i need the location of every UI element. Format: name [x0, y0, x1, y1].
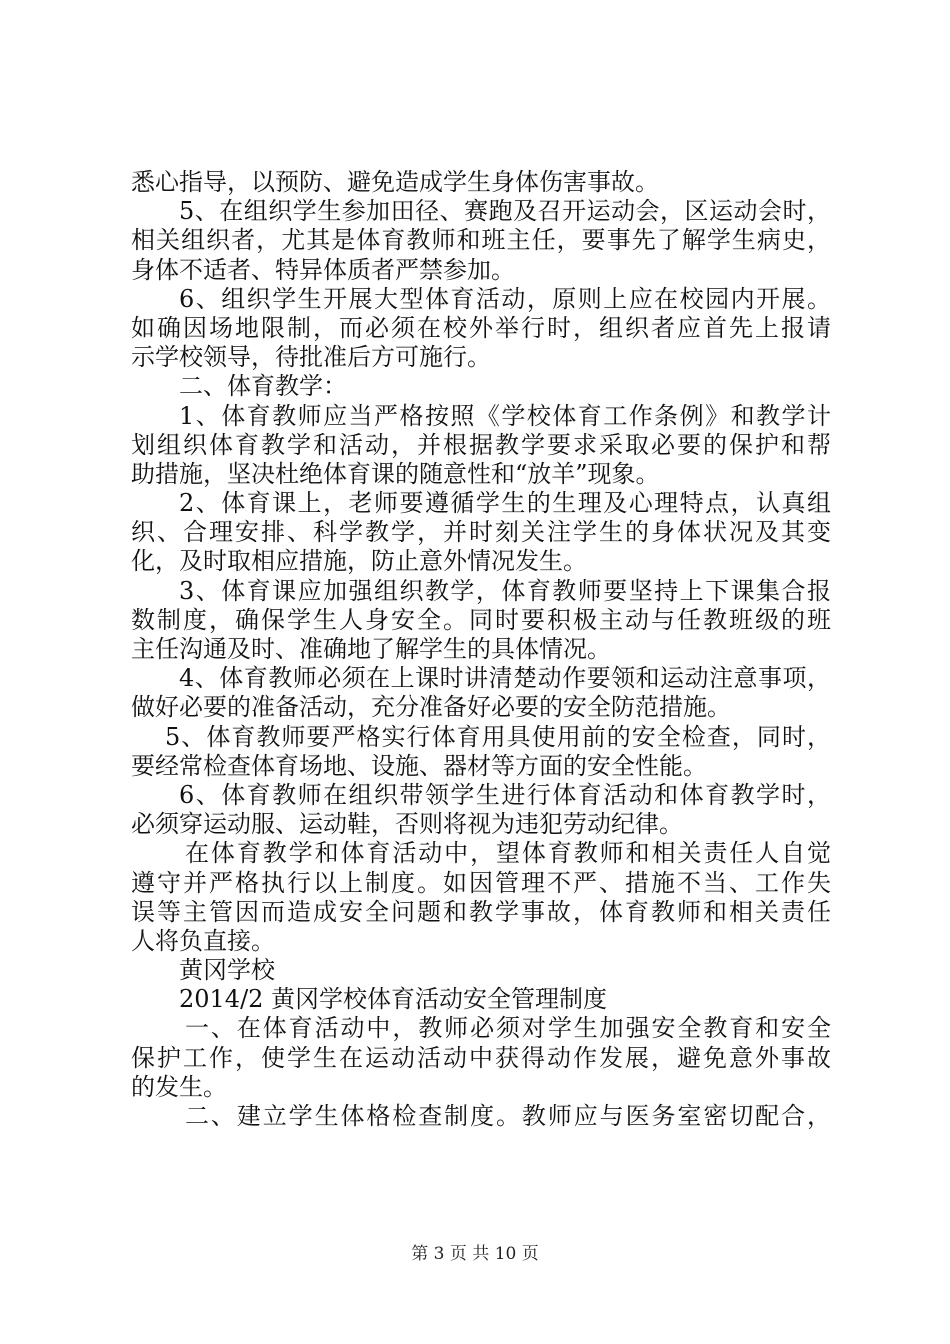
text-line: 如确因场地限制，而必须在校外举行时，组织者应首先上报请 — [131, 313, 831, 342]
text-line: 身体不适者、特异体质者严禁参加。 — [131, 255, 515, 284]
page-number-footer: 第 3 页 共 10 页 — [411, 1244, 539, 1264]
signature-school: 黄冈学校 — [179, 956, 275, 985]
text-line: 助措施，坚决杜绝体育课的随意性和“放羊”现象。 — [131, 459, 660, 488]
text-line: 6、体育教师在组织带领学生进行体育活动和体育教学时， — [179, 780, 831, 809]
text-line: 5、在组织学生参加田径、赛跑及召开运动会，区运动会时， — [179, 197, 831, 226]
text-line: 数制度，确保学生人身安全。同时要积极主动与任教班级的班 — [131, 605, 831, 634]
text-line: 3、体育课应加强组织教学，体育教师要坚持上下课集合报 — [179, 576, 831, 605]
text-line: 示学校领导，待批准后方可施行。 — [131, 343, 491, 372]
text-line: 在体育教学和体育活动中，望体育教师和相关责任人自觉 — [185, 839, 831, 868]
text-line: 保护工作，使学生在运动活动中获得动作发展，避免意外事故 — [131, 1043, 831, 1072]
text-line: 2014/2 黄冈学校体育活动安全管理制度 — [179, 985, 608, 1014]
text-line: 二、建立学生体格检查制度。教师应与医务室密切配合， — [185, 1102, 831, 1130]
text-line: 误等主管因而造成安全问题和教学事故，体育教师和相关责任 — [131, 897, 831, 926]
text-line: 主任沟通及时、准确地了解学生的具体情况。 — [131, 635, 611, 663]
text-line: 的发生。 — [131, 1072, 227, 1101]
text-line: 织、合理安排、科学教学，并时刻关注学生的身体状况及其变 — [131, 518, 831, 547]
text-line: 要经常检查体育场地、设施、器材等方面的安全性能。 — [131, 751, 707, 780]
document-body — [131, 168, 831, 1131]
text-line: 1、体育教师应当严格按照《学校体育工作条例》和教学计 — [179, 401, 831, 430]
text-line: 6、组织学生开展大型体育活动，原则上应在校园内开展。 — [179, 284, 831, 313]
text-line: 5、体育教师要严格实行体育用具使用前的安全检查，同时， — [165, 722, 831, 751]
section-heading: 二、体育教学： — [179, 372, 347, 401]
text-line: 一、在体育活动中，教师必须对学生加强安全教育和安全 — [185, 1014, 831, 1043]
text-line: 化，及时取相应措施，防止意外情况发生。 — [131, 547, 587, 576]
text-line: 做好必要的准备活动，充分准备好必要的安全防范措施。 — [131, 693, 731, 722]
text-line: 人将负直接。 — [131, 926, 275, 955]
text-line: 悉心指导，以预防、避免造成学生身体伤害事故。 — [131, 168, 659, 196]
text-line: 划组织体育教学和活动，并根据教学要求采取必要的保护和帮 — [131, 430, 831, 459]
text-line: 遵守并严格执行以上制度。如因管理不严、措施不当、工作失 — [131, 868, 831, 897]
text-line: 相关组织者，尤其是体育教师和班主任，要事先了解学生病史， — [131, 226, 831, 255]
text-line: 必须穿运动服、运动鞋，否则将视为违犯劳动纪律。 — [131, 810, 683, 839]
text-line: 2、体育课上，老师要遵循学生的生理及心理特点，认真组 — [179, 489, 831, 518]
text-line: 4、体育教师必须在上课时讲清楚动作要领和运动注意事项， — [179, 664, 831, 693]
